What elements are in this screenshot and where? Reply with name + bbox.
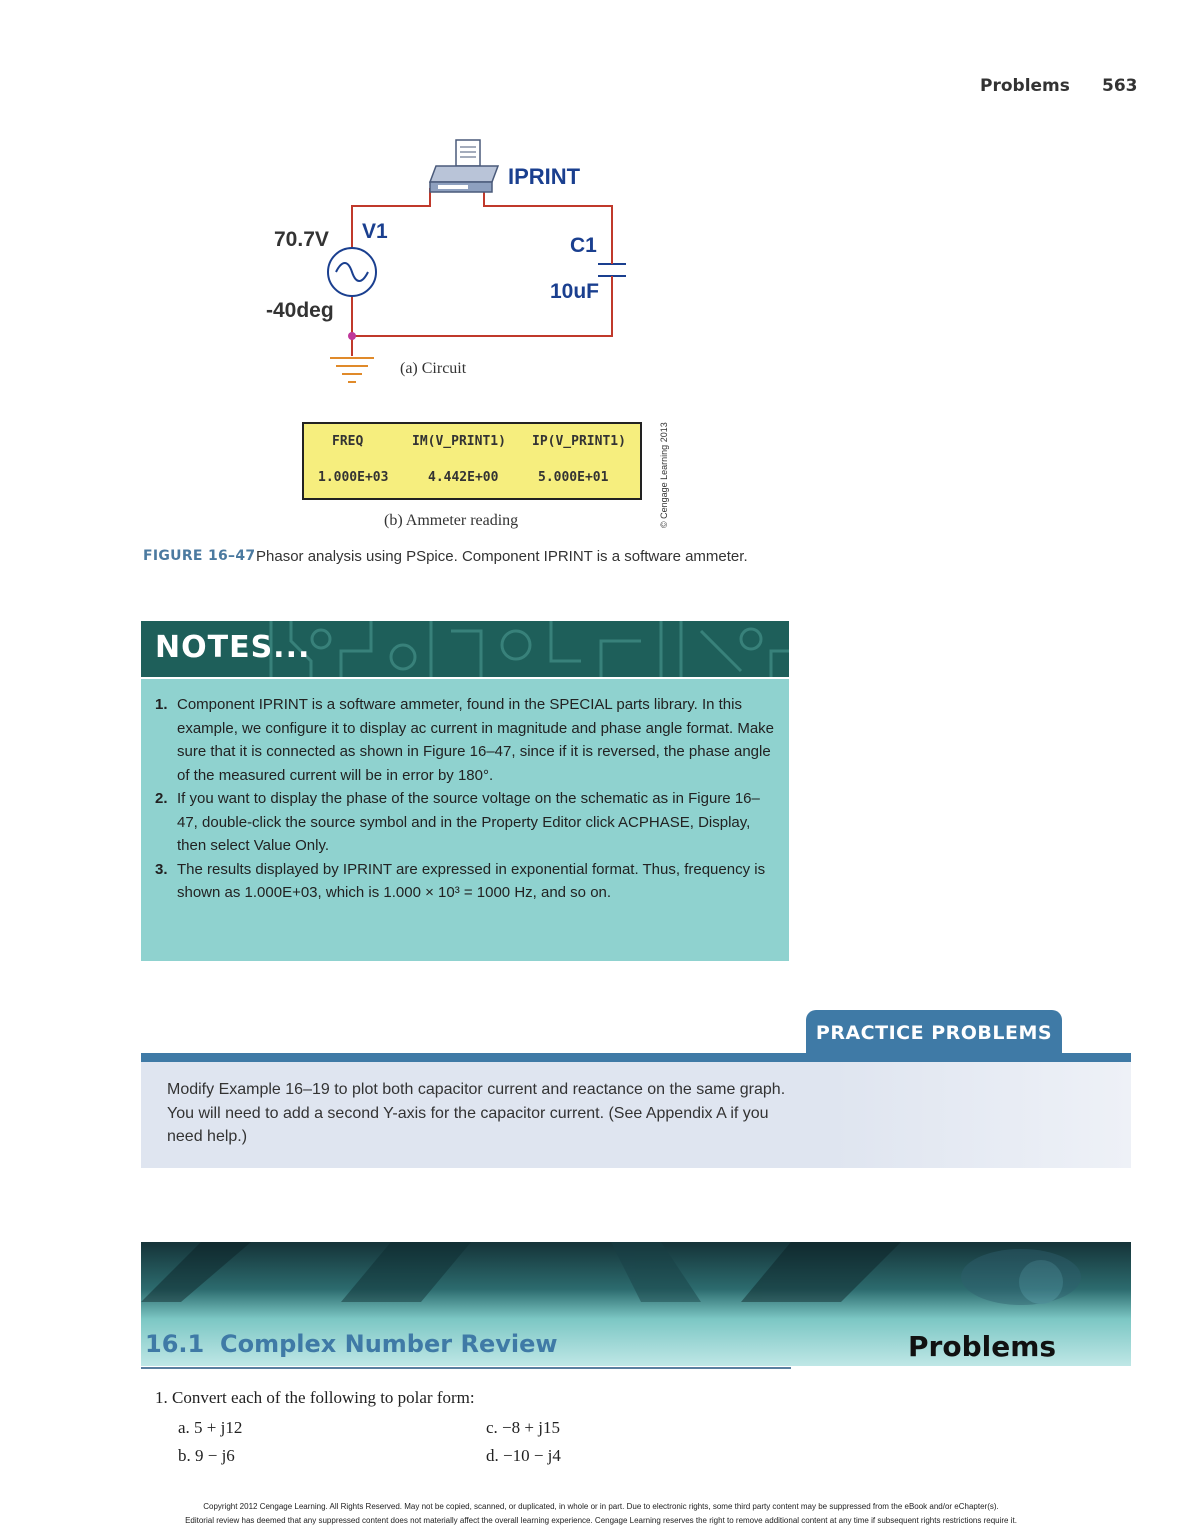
note-text: Component IPRINT is a software ammeter, found in the SPECIAL parts library. In this example, we configure it to display ac current in magnitude and phase angle format. Make sure that it is connected as shown in Figure 16–47, since if it is reversed, the phase angle of the measured current will be in error by 180°. [177,696,774,784]
readout-header-phase: IP(V_PRINT1) [532,434,626,449]
copyright-line-1: Copyright 2012 Cengage Learning. All Rights Reserved. May not be copied, scanned, or duplicated, in whole or in part. Due to electronic rights, some third party content may be suppressed from the eBook and/or eChapter(s). [203,1502,999,1511]
section-title: Complex Number Review [220,1330,558,1358]
note-item [155,693,775,787]
circuit-wires [352,188,612,336]
capacitor-symbol [598,260,626,282]
source-label: V1 [362,220,388,243]
running-head-title: Problems [980,76,1070,96]
capacitor-value: 10uF [550,280,600,303]
notes-body [141,679,789,961]
note-number: 1. [155,696,168,713]
copyright-line-2: Editorial review has deemed that any suppressed content does not materially affect the overall learning experience. Cengage Learning reserves the right to remove additional content at any time if subsequent rights restrictions require it. [185,1516,1017,1525]
source-phase: -40deg [266,299,334,322]
printer-icon [430,140,498,192]
note-item [155,858,775,905]
section-number: 16.1 [145,1330,205,1358]
problem-item: a. 5 + j12 [178,1418,243,1437]
practice-problems-tab: PRACTICE PROBLEMS [806,1010,1062,1054]
ammeter-readout [302,422,642,500]
problems-heading: Problems [908,1330,1057,1363]
circuit-schematic [240,130,660,390]
figure-label: FIGURE 16–47 [143,548,256,564]
practice-problems-body [141,1062,1131,1168]
printer-label: IPRINT [508,164,581,189]
image-credit: © Cengage Learning 2013 [659,422,669,528]
problem-stem: 1. Convert each of the following to polar form: [155,1388,475,1407]
note-item [155,787,775,858]
practice-problems-text: Modify Example 16–19 to plot both capacitor current and reactance on the same graph. You will need to add a second Y-axis for the capacitor current. (See Appendix A if you need help.) [167,1081,786,1145]
readout-caption: (b) Ammeter reading [384,512,519,529]
note-number: 3. [155,860,168,878]
problem-item: d. −10 − j4 [486,1446,561,1465]
circuit-caption: (a) Circuit [400,360,467,377]
capacitor-label: C1 [570,234,597,257]
notes-title: NOTES... [155,630,311,665]
source-magnitude: 70.7V [274,228,329,251]
ac-source-symbol [328,248,376,296]
readout-header-freq: FREQ [332,434,364,449]
note-text: If you want to display the phase of the source voltage on the schematic as in Figure 16–47, double-click the source symbol and in the Property Editor click ACPHASE, Display, then select Value Only. [177,790,760,854]
notes-header [141,621,789,677]
notes-list [155,693,775,905]
problem-item: b. 9 − j6 [178,1446,235,1465]
section-rule [141,1367,791,1369]
readout-value-freq: 1.000E+03 [318,470,389,485]
problem-item: c. −8 + j15 [486,1418,560,1437]
readout-value-magnitude: 4.442E+00 [428,470,499,485]
figure-caption: Phasor analysis using PSpice. Component IPRINT is a software ammeter. [256,548,748,565]
junction-dot [348,332,356,340]
page-number: 563 [1102,76,1138,96]
ground-symbol [330,336,374,382]
readout-header-magnitude: IM(V_PRINT1) [412,434,506,449]
note-text: The results displayed by IPRINT are expressed in exponential format. Thus, frequency is shown as 1.000E+03, which is 1.000 × 10³ = 1000 Hz, and so on. [177,860,766,901]
note-number: 2. [155,790,168,807]
practice-problems-bar [141,1053,1131,1062]
readout-value-phase: 5.000E+01 [538,470,609,485]
